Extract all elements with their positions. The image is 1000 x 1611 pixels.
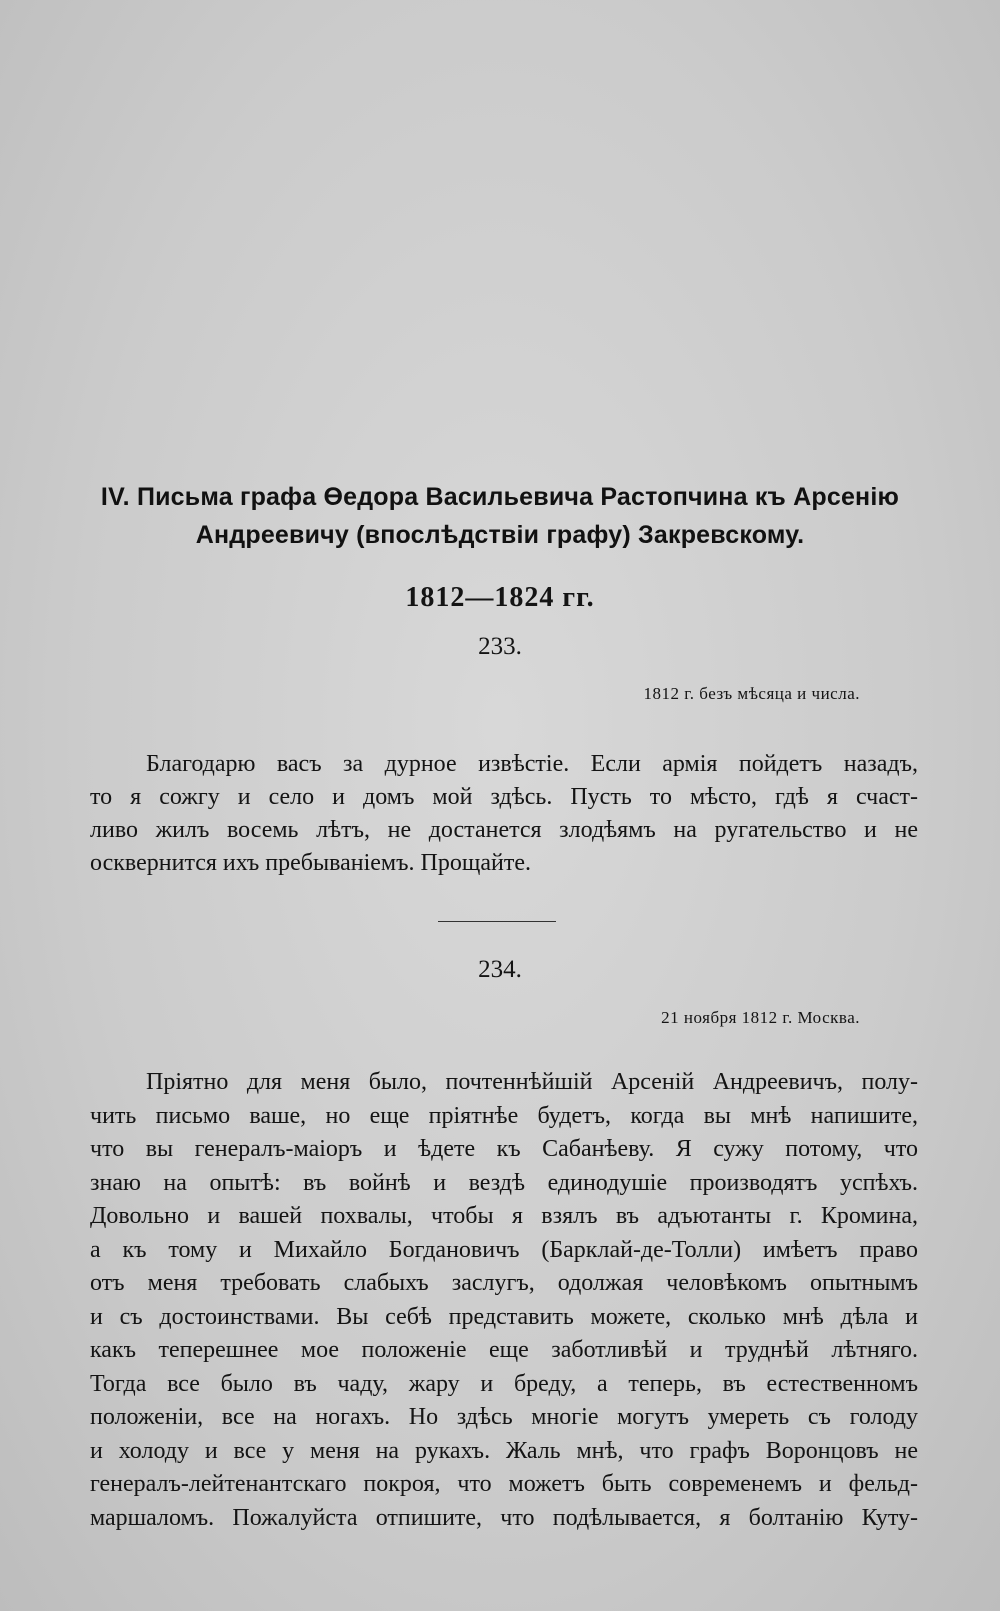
text-line: знаю на опытѣ: въ войнѣ и вездѣ единодушіе производятъ успѣхъ.	[90, 1169, 918, 1196]
text-line: генералъ-лейтенантскаго покроя, что можетъ быть современемъ и фельд-	[90, 1471, 918, 1497]
text-line: Тогда все было въ чаду, жару и бреду, а теперь, въ естественномъ	[90, 1370, 918, 1397]
letter-body-233	[90, 748, 918, 880]
heading-line-1: IV. Письма графа Өедора Васильевича Растопчина къ Арсенію	[100, 483, 900, 511]
text-line: то я сожгу и село и домъ мой здѣсь. Пусть то мѣсто, гдѣ я счаст-	[90, 784, 918, 810]
text-line: отъ меня требовать слабыхъ заслугъ, одолжая человѣкомъ опытнымъ	[90, 1270, 918, 1296]
text-line: и холоду и все у меня на рукахъ. Жаль мнѣ, что графъ Воронцовъ не	[90, 1437, 918, 1464]
letter-date-234: 21 ноября 1812 г. Москва.	[661, 1008, 860, 1027]
text-line: ливо жилъ восемь лѣтъ, не достанется злодѣямъ на ругательство и не	[90, 817, 918, 843]
text-line: а къ тому и Михайло Богдановичъ (Барклай-де-Толли) имѣетъ право	[90, 1236, 918, 1263]
text-line: осквернится ихъ пребываніемъ. Прощайте.	[90, 850, 531, 876]
text-line: какъ теперешнее мое положеніе еще заботливѣй и труднѣй лѣтняго.	[90, 1337, 918, 1363]
text-line: и съ достоинствами. Вы себѣ представить можете, сколько мнѣ дѣла и	[90, 1303, 918, 1330]
text-line: Довольно и вашей похвалы, чтобы я взялъ въ адъютанты г. Кромина,	[90, 1203, 918, 1229]
section-heading	[60, 478, 940, 554]
letter-number-234: 234.	[478, 956, 522, 983]
letter-body-234	[90, 1066, 918, 1535]
text-line: Пріятно для меня было, почтеннѣйшій Арсеній Андреевичъ, полу-	[146, 1069, 918, 1095]
text-line: маршаломъ. Пожалуйста отпишите, что подѣлывается, я болтанію Куту-	[90, 1504, 918, 1531]
heading-line-2: Андреевичу (впослѣдствіи графу) Закревскому.	[195, 521, 805, 549]
text-line: что вы генералъ-маіоръ и ѣдете къ Сабанѣеву. Я сужу потому, что	[90, 1136, 918, 1162]
text-line: Благодарю васъ за дурное извѣстіе. Если армія пойдетъ назадъ,	[146, 751, 918, 777]
text-line: чить письмо ваше, но еще пріятнѣе будетъ, когда вы мнѣ напишите,	[90, 1102, 918, 1129]
separator-rule	[438, 921, 556, 922]
years-title: 1812—1824 гг.	[405, 582, 595, 613]
letter-date-233: 1812 г. безъ мѣсяца и числа.	[643, 684, 860, 703]
letter-number-233: 233.	[478, 633, 522, 660]
text-line: положеніи, все на ногахъ. Но здѣсь многіе могутъ умереть съ голоду	[90, 1404, 918, 1430]
